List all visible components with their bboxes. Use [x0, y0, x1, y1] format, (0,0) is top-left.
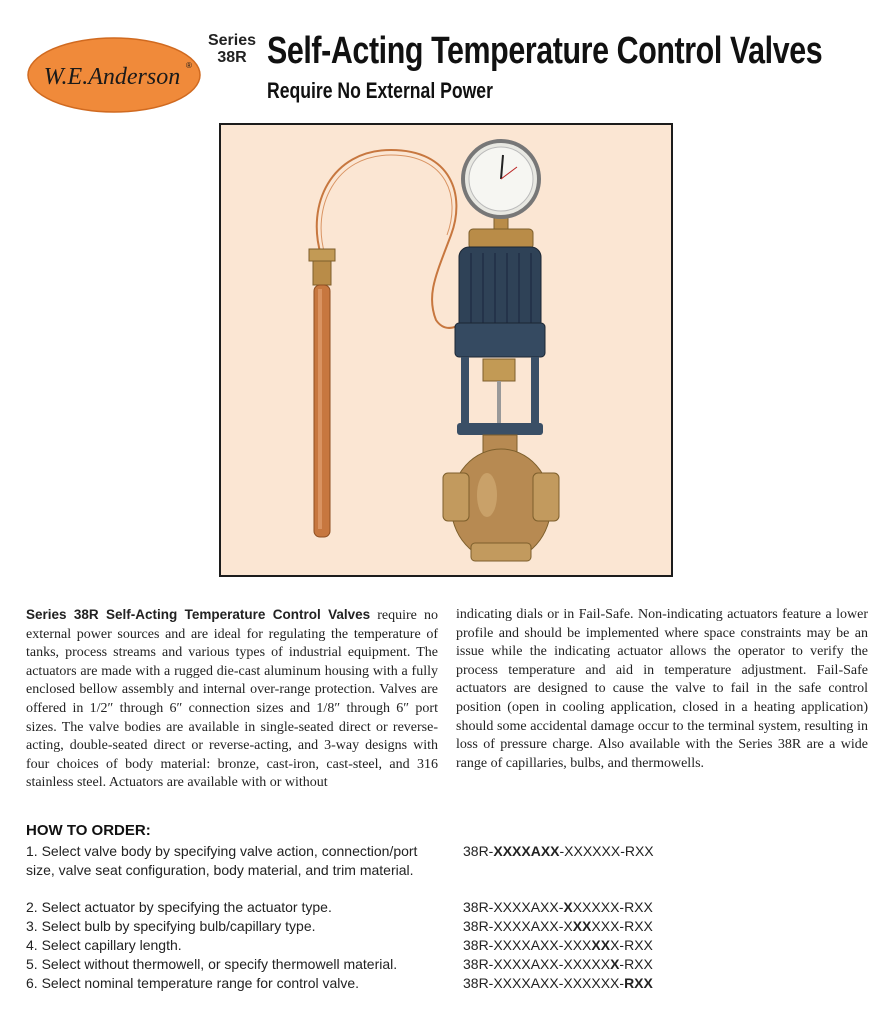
we-anderson-logo — [26, 36, 202, 114]
valve-illustration — [221, 125, 671, 575]
description-left-text: require no external power sources and are ideal for regulating the temperature of tanks, process streams and various types of industrial equipment. The actuators are made with a rugged die-cast aluminum housing with a fully enclosed bellow assembly and internal over-range protection. Valves are offered in 1/2″ through 6″ connection sizes and 1/8″ through 6″ port sizes. The valve bodies are available in single-seated direct or reverse-acting, double-seated direct or reverse-acting, and 3-way designs with four choices of body material: bronze, cast-iron, cast-steel, and 316 stainless steel. Actuators are available with or without — [26, 608, 438, 791]
series-label: Series — [207, 32, 257, 49]
order-code-4: 38R-XXXXAXX-XXXXXX-RXX — [463, 937, 653, 953]
logo-wordmark: W.E.Anderson — [43, 64, 181, 90]
order-code-1: 38R-XXXXAXX-XXXXXX-RXX — [463, 843, 654, 859]
order-step-1: 1. Select valve body by specifying valve action, connection/port size, valve seat configuration, body material, and trim material. — [26, 843, 418, 878]
series-tag — [206, 32, 258, 66]
svg-text:®: ® — [186, 61, 192, 70]
product-photo — [219, 123, 673, 577]
page-subtitle: Require No External Power — [267, 78, 493, 103]
page-title: Self-Acting Temperature Control Valves — [267, 30, 823, 72]
order-code-3: 38R-XXXXAXX-XXXXXX-RXX — [463, 918, 653, 934]
order-step-5: 5. Select without thermowell, or specify thermowell material. — [26, 956, 398, 972]
order-code-6: 38R-XXXXAXX-XXXXXX-RXX — [463, 975, 653, 991]
order-step-6: 6. Select nominal temperature range for control valve. — [26, 975, 360, 991]
order-code-highlight: XX — [572, 918, 592, 934]
order-code-highlight: RXX — [624, 975, 653, 991]
order-step-3: 3. Select bulb by specifying bulb/capillary type. — [26, 918, 316, 934]
description-lead: Series 38R Self-Acting Temperature Control Valves — [26, 607, 371, 622]
order-code-2: 38R-XXXXAXX-XXXXXX-RXX — [463, 899, 653, 915]
series-number: 38R — [217, 49, 247, 66]
order-step-4: 4. Select capillary length. — [26, 937, 182, 953]
order-code-highlight: XXXXAXX — [493, 843, 560, 859]
description-left-column — [26, 606, 438, 793]
order-code-5: 38R-XXXXAXX-XXXXXX-RXX — [463, 956, 653, 972]
order-code-highlight: X — [563, 899, 573, 915]
order-code-highlight: X — [610, 956, 620, 972]
order-code-highlight: XX — [591, 937, 611, 953]
how-to-order-heading: HOW TO ORDER: — [26, 822, 151, 839]
description-right-column: indicating dials or in Fail-Safe. Non-indicating actuators feature a lower profile and should be implemented where space constraints may be an issue while the indicating actuator allows the operator to verify the process temperature and aid in temperature adjustment. Fail-Safe actuators are designed to cause the valve to fail in the safe control position (open in cooling application, closed in a heating application) should some accidental damage occur to the terminal system, resulting in loss of pressure charge. Also available with the Series 38R are a wide range of capillaries, bulbs, and thermowells. — [456, 607, 868, 771]
order-step-2: 2. Select actuator by specifying the actuator type. — [26, 899, 332, 915]
